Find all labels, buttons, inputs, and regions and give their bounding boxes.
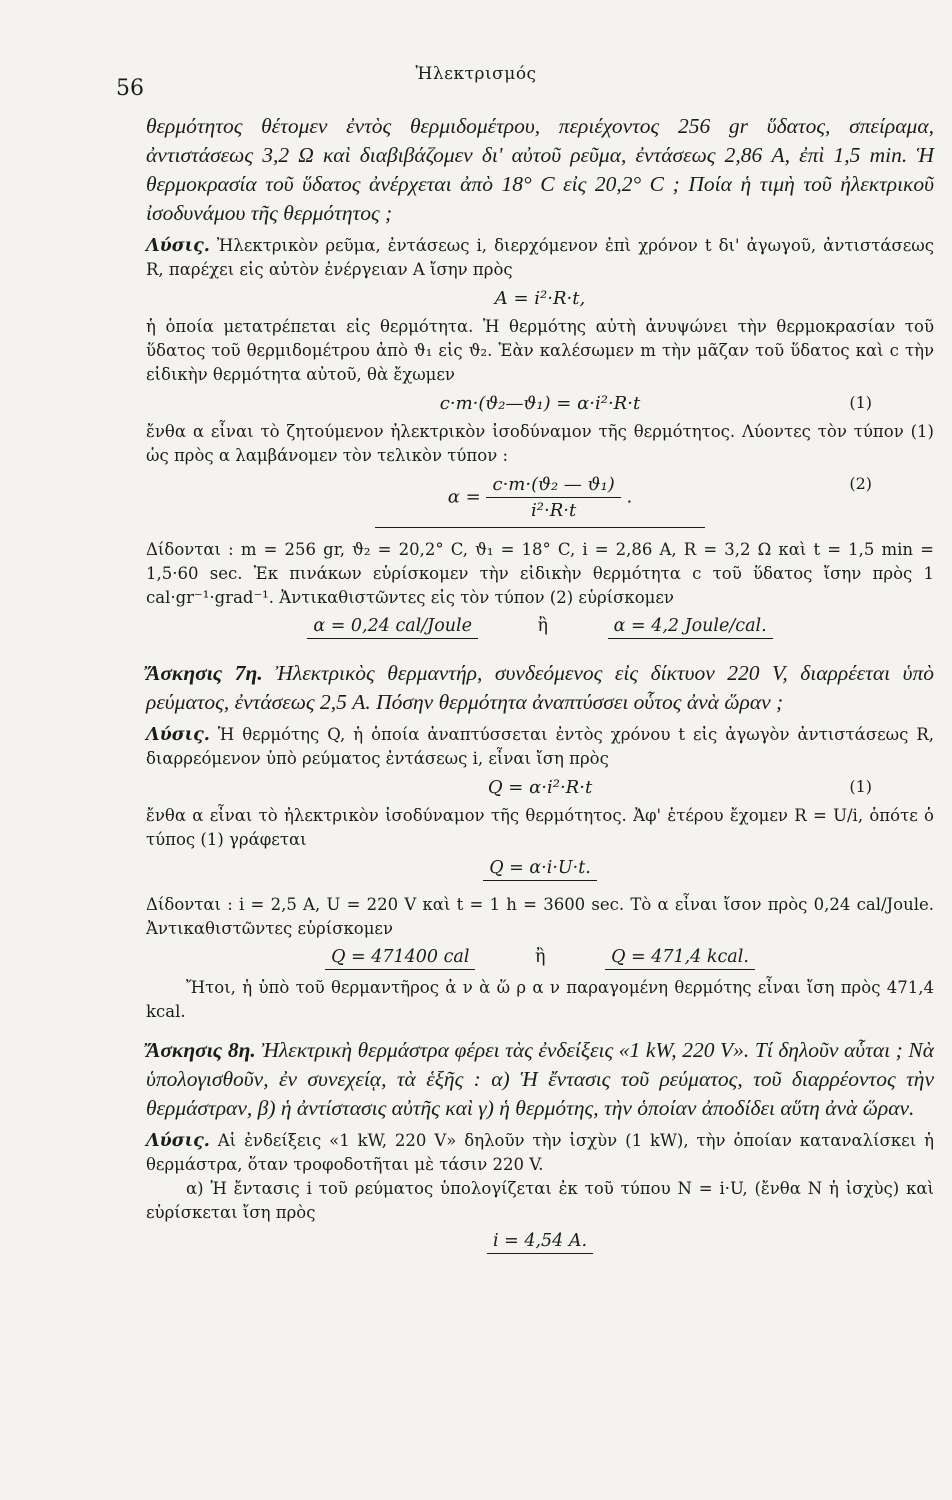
- equation-2: [146, 858, 934, 881]
- problem-8-solution-intro: [146, 1129, 934, 1177]
- exercise-label: Ἄσκησις 7η.: [146, 661, 263, 685]
- result-boxed: Q = 471,4 kcal.: [605, 947, 755, 970]
- exercise-text: Ἠλεκτρικὴ θερμάστρα φέρει τὰς ἐνδείξεις «1 kW, 220 V». Τί δηλοῦν αὗται ; Νὰ ὑπολογισθοῦν, ἐν συνεχείᾳ, τὰ ἑξῆς : α) Ἡ ἔντασις τοῦ ρεύματος, τοῦ διαρρέοντος τὴν θερμάστραν, β) ἡ ἀντίστασις αὐτῆς καὶ γ) ἡ θερμότης, τὴν ὁποίαν ἀποδίδει αὕτη ἀνὰ ὥραν.: [146, 1038, 934, 1120]
- problem-6-result: [146, 616, 934, 639]
- problem-8-result: [146, 1231, 934, 1254]
- problem-7-paragraph-2: ἔνθα α εἶναι τὸ ἠλεκτρικὸν ἰσοδύναμον τῆς θερμότητος. Ἀφ' ἑτέρου ἔχομεν R = U/i, ὁπότε ὁ τύπος (1) γράφεται: [146, 806, 934, 849]
- equation-energy: A = i²·R·t,: [494, 288, 586, 309]
- solution-label: Λύσις.: [146, 236, 210, 256]
- exercise-label: Ἄσκησις 8η.: [146, 1038, 256, 1062]
- equation-body: c·m·(ϑ₂—ϑ₁) = α·i²·R·t: [439, 393, 641, 414]
- problem-7-result: [146, 947, 934, 970]
- exercise-text: Ἠλεκτρικὸς θερμαντήρ, συνδεόμενος εἰς δίκτυον 220 V, διαρρέεται ὑπὸ ρεύματος, ἐντάσεως 2,5 A. Πόσην θερμότητα ἀναπτύσσει οὗτος ἀνὰ ὥραν ;: [146, 661, 935, 714]
- solution-text: Ἠλεκτρικὸν ρεῦμα, ἐντάσεως i, διερχόμενον ἐπὶ χρόνον t δι' ἀγωγοῦ, ἀντιστάσεως R, παρέχει εἰς αὐτὸν ἐνέργειαν A ἴσην πρὸς: [146, 236, 934, 279]
- fraction-denominator: i²·R·t: [531, 500, 577, 521]
- equation-number: (2): [849, 474, 872, 493]
- solution-text: Αἱ ἐνδείξεις «1 kW, 220 V» δηλοῦν τὴν ἰσχὺν (1 kW), τὴν ὁποίαν καταναλίσκει ἡ θερμάστρα, ὅταν τροφοδοτῆται μὲ τάσιν 220 V.: [146, 1131, 934, 1174]
- problem-6-given: Δίδονται : m = 256 gr, ϑ₂ = 20,2° C, ϑ₁ = 18° C, i = 2,86 A, R = 3,2 Ω καὶ t = 1,5 min = 1,5·60 sec. Ἐκ πινάκων εὑρίσκομεν τὴν εἰδικὴν θερμότητα c τοῦ ὕδατος ἴσην πρὸς 1 cal·gr⁻¹·grad⁻¹. Ἀντικαθιστῶντες εἰς τὸν τύπον (2) εὑρίσκομεν: [146, 540, 934, 607]
- problem-6-statement: θερμότητος θέτομεν ἐντὸς θερμιδομέτρου, περιέχοντος 256 gr ὕδατος, σπείραμα, ἀντιστάσεως 3,2 Ω καὶ διαβιβάζομεν δι' αὐτοῦ ρεῦμα, ἐντάσεως 2,86 A, ἐπὶ 1,5 min. Ἡ θερμοκρασία τοῦ ὕδατος ἀνέρχεται ἀπὸ 18° C εἰς 20,2° C ; Ποία ἡ τιμὴ τοῦ ἠλεκτρικοῦ ἰσοδυνάμου τῆς θερμότητος ;: [146, 114, 934, 225]
- equation-body: Q = α·i²·R·t: [487, 777, 593, 798]
- equation-number: (1): [849, 393, 872, 412]
- fraction-numerator: c·m·(ϑ₂ — ϑ₁): [486, 474, 620, 498]
- equation-2: [146, 474, 934, 521]
- equation-boxed: Q = α·i·U·t.: [483, 858, 597, 881]
- fraction: [486, 474, 620, 521]
- page-body: [146, 112, 934, 1254]
- result-boxed: α = 0,24 cal/Joule: [307, 616, 478, 639]
- result-boxed: i = 4,54 A.: [487, 1231, 593, 1254]
- problem-7-statement: [146, 659, 934, 717]
- problem-7-given: Δίδονται : i = 2,5 A, U = 220 V καὶ t = 1 h = 3600 sec. Τὸ α εἶναι ἴσον πρὸς 0,24 cal/Joule. Ἀντικαθιστῶντες εὑρίσκομεν: [146, 895, 934, 938]
- result-boxed: Q = 471400 cal: [325, 947, 475, 970]
- equation-1: [146, 393, 934, 414]
- result-or: ἢ: [537, 616, 549, 636]
- equation-tail: .: [626, 486, 633, 508]
- solution-label: Λύσις.: [146, 1131, 210, 1151]
- equation-lhs: α =: [447, 486, 481, 508]
- problem-8-part-a: α) Ἡ ἔντασις i τοῦ ρεύματος ὑπολογίζεται ἐκ τοῦ τύπου N = i·U, (ἔνθα N ἡ ἰσχὺς) καὶ εὑρίσκεται ἴση πρὸς: [146, 1179, 934, 1222]
- solution-label: Λύσις.: [146, 725, 210, 745]
- running-title: Ἠλεκτρισμός: [415, 64, 537, 84]
- problem-7-conclusion: Ἤτοι, ἡ ὑπὸ τοῦ θερμαντῆρος ἀ ν ὰ ὥ ρ α ν παραγομένη θερμότης εἶναι ἴση πρὸς 471,4 kcal.: [146, 978, 934, 1021]
- result-or: ἢ: [535, 947, 546, 967]
- equation-1: [146, 777, 934, 798]
- solution-text: Ἡ θερμότης Q, ἡ ὁποία ἀναπτύσσεται ἐντὸς χρόνου t εἰς ἀγωγὸν ἀντιστάσεως R, διαρρεόμενον ὑπὸ ρεύματος ἐντάσεως i, εἶναι ἴση πρὸς: [146, 725, 934, 768]
- problem-6-solution-intro: [146, 234, 934, 282]
- problem-7-solution-intro: [146, 723, 934, 771]
- page-number: 56: [116, 76, 144, 101]
- divider-rule: [375, 527, 705, 528]
- problem-8-statement: [146, 1036, 934, 1123]
- problem-6-paragraph-3: ἔνθα α εἶναι τὸ ζητούμενον ἠλεκτρικὸν ἰσοδύναμον τῆς θερμότητος. Λύοντες τὸν τύπον (1) ὡς πρὸς α λαμβάνομεν τὸν τελικὸν τύπον :: [146, 422, 934, 465]
- problem-6-paragraph-2: ἡ ὁποία μετατρέπεται εἰς θερμότητα. Ἡ θερμότης αὐτὴ ἀνυψώνει τὴν θερμοκρασίαν τοῦ ὕδατος τοῦ θερμιδομέτρου ἀπὸ ϑ₁ εἰς ϑ₂. Ἐὰν καλέσωμεν m τὴν μᾶζαν τοῦ ὕδατος καὶ c τὴν εἰδικὴν θερμότητα αὐτοῦ, θὰ ἔχωμεν: [146, 317, 934, 384]
- equation-number: (1): [849, 777, 872, 796]
- result-boxed: α = 4,2 Joule/cal.: [608, 616, 773, 639]
